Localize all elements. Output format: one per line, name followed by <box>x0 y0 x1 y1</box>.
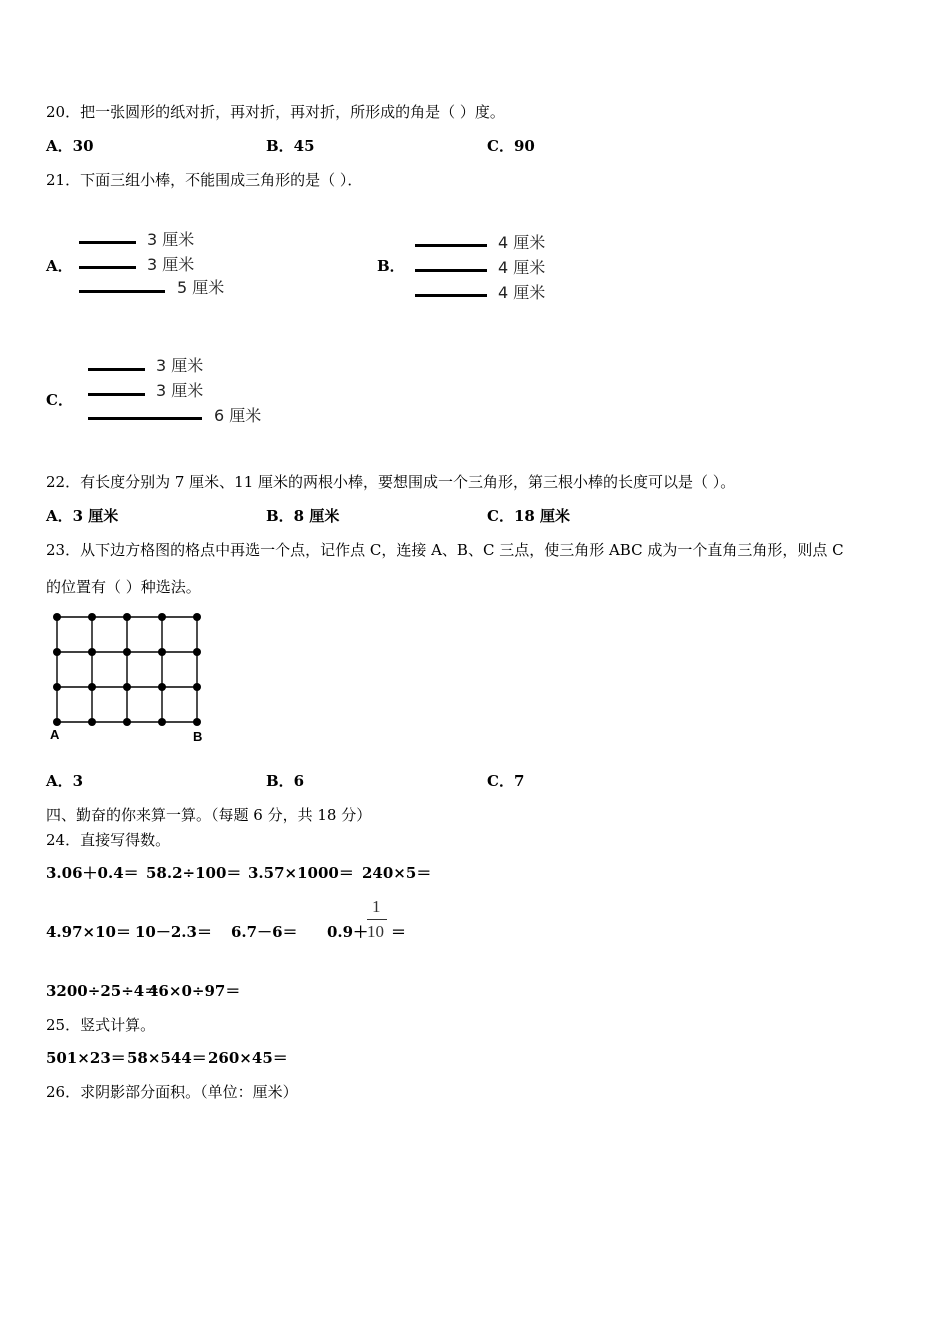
q20-option-a[interactable]: A．30 <box>46 137 94 155</box>
q24-title: 24．直接写得数。 <box>46 831 171 849</box>
stick-length: 3 厘米 <box>147 230 195 249</box>
q25-item: 501×23＝ <box>46 1049 126 1067</box>
q25-item: 260×45＝ <box>208 1049 288 1067</box>
grid-point-b <box>193 718 201 726</box>
q24-item: 10－2.3＝ <box>135 923 212 941</box>
q20-option-b[interactable]: B．45 <box>266 137 315 155</box>
q24-item: 6.7－6＝ <box>231 923 298 941</box>
grid-point <box>193 683 201 691</box>
grid-point <box>53 683 61 691</box>
grid-point <box>158 613 166 621</box>
stick-length: 3 厘米 <box>156 381 204 400</box>
stick <box>88 393 145 396</box>
stick <box>79 290 165 293</box>
q24-item: 4.97×10＝ <box>46 923 131 941</box>
q21-option-c-label: C． <box>46 391 73 409</box>
grid-point <box>88 718 96 726</box>
stick <box>415 269 487 272</box>
q21-option-a-label: A． <box>46 257 73 275</box>
grid-point <box>193 613 201 621</box>
stick <box>88 368 145 371</box>
stick <box>79 266 136 269</box>
q25-item: 58×544＝ <box>127 1049 207 1067</box>
grid-point <box>158 648 166 656</box>
stick <box>415 294 487 297</box>
point-label-b: B <box>193 729 203 744</box>
q24-item: 3.57×1000＝ <box>248 864 354 882</box>
fraction-numerator: 1 <box>372 897 381 916</box>
stick-length: 4 厘米 <box>498 233 546 252</box>
stick <box>415 244 487 247</box>
q20-text: 20．把一张圆形的纸对折，再对折，再对折，所形成的角是（ ）度。 <box>46 103 505 121</box>
stick-length: 3 厘米 <box>156 356 204 375</box>
grid-point <box>53 613 61 621</box>
q23-option-a[interactable]: A．3 <box>46 772 84 790</box>
dot-grid-figure <box>44 606 214 746</box>
q22-option-a[interactable]: A．3 厘米 <box>46 507 119 525</box>
grid-point <box>123 648 131 656</box>
stick <box>79 241 136 244</box>
grid-point <box>123 613 131 621</box>
grid-point <box>53 648 61 656</box>
q25-title: 25．竖式计算。 <box>46 1016 156 1034</box>
q24-item-suffix: ＝ <box>391 923 407 941</box>
grid-point <box>88 683 96 691</box>
q23-option-b[interactable]: B．6 <box>266 772 305 790</box>
q21-option-b-label: B． <box>377 257 405 275</box>
q22-text: 22．有长度分别为 7 厘米、11 厘米的两根小棒，要想围成一个三角形，第三根小棒的长度可以是（ ）。 <box>46 473 736 491</box>
q21-text: 21．下面三组小棒，不能围成三角形的是（ ）． <box>46 171 363 189</box>
q24-item: 3200÷25÷4＝ <box>46 982 160 1000</box>
q22-option-c[interactable]: C．18 厘米 <box>487 507 571 525</box>
stick-length: 6 厘米 <box>214 406 262 425</box>
grid-point <box>88 613 96 621</box>
q24-item: 240×5＝ <box>362 864 432 882</box>
q23-text-line2: 的位置有（ ）种选法。 <box>46 578 201 596</box>
stick-length: 4 厘米 <box>498 283 546 302</box>
grid-point <box>123 683 131 691</box>
stick-length: 4 厘米 <box>498 258 546 277</box>
section-4-title: 四、勤奋的你来算一算。（每题 6 分，共 18 分） <box>46 806 372 824</box>
q26-title: 26．求阴影部分面积。（单位：厘米） <box>46 1083 298 1101</box>
stick <box>88 417 202 420</box>
grid-point-a <box>53 718 61 726</box>
q22-option-b[interactable]: B．8 厘米 <box>266 507 340 525</box>
fraction-bar <box>367 919 387 920</box>
grid-point <box>123 718 131 726</box>
q23-option-c[interactable]: C．7 <box>487 772 525 790</box>
grid-point <box>88 648 96 656</box>
q24-item-prefix: 0.9＋ <box>327 923 369 941</box>
q23-text-line1: 23．从下边方格图的格点中再选一个点，记作点 C，连接 A、B、C 三点，使三角形 ABC 成为一个直角三角形，则点 C <box>46 541 844 559</box>
grid-point <box>158 718 166 726</box>
grid-point <box>158 683 166 691</box>
grid-point <box>193 648 201 656</box>
point-label-a: A <box>50 727 60 742</box>
q24-item: 58.2÷100＝ <box>146 864 242 882</box>
q24-item: 46×0÷97＝ <box>148 982 241 1000</box>
q20-option-c[interactable]: C．90 <box>487 137 535 155</box>
q24-item: 3.06＋0.4＝ <box>46 864 139 882</box>
stick-length: 3 厘米 <box>147 255 195 274</box>
stick-length: 5 厘米 <box>177 278 225 297</box>
fraction-denominator: 10 <box>367 922 384 941</box>
